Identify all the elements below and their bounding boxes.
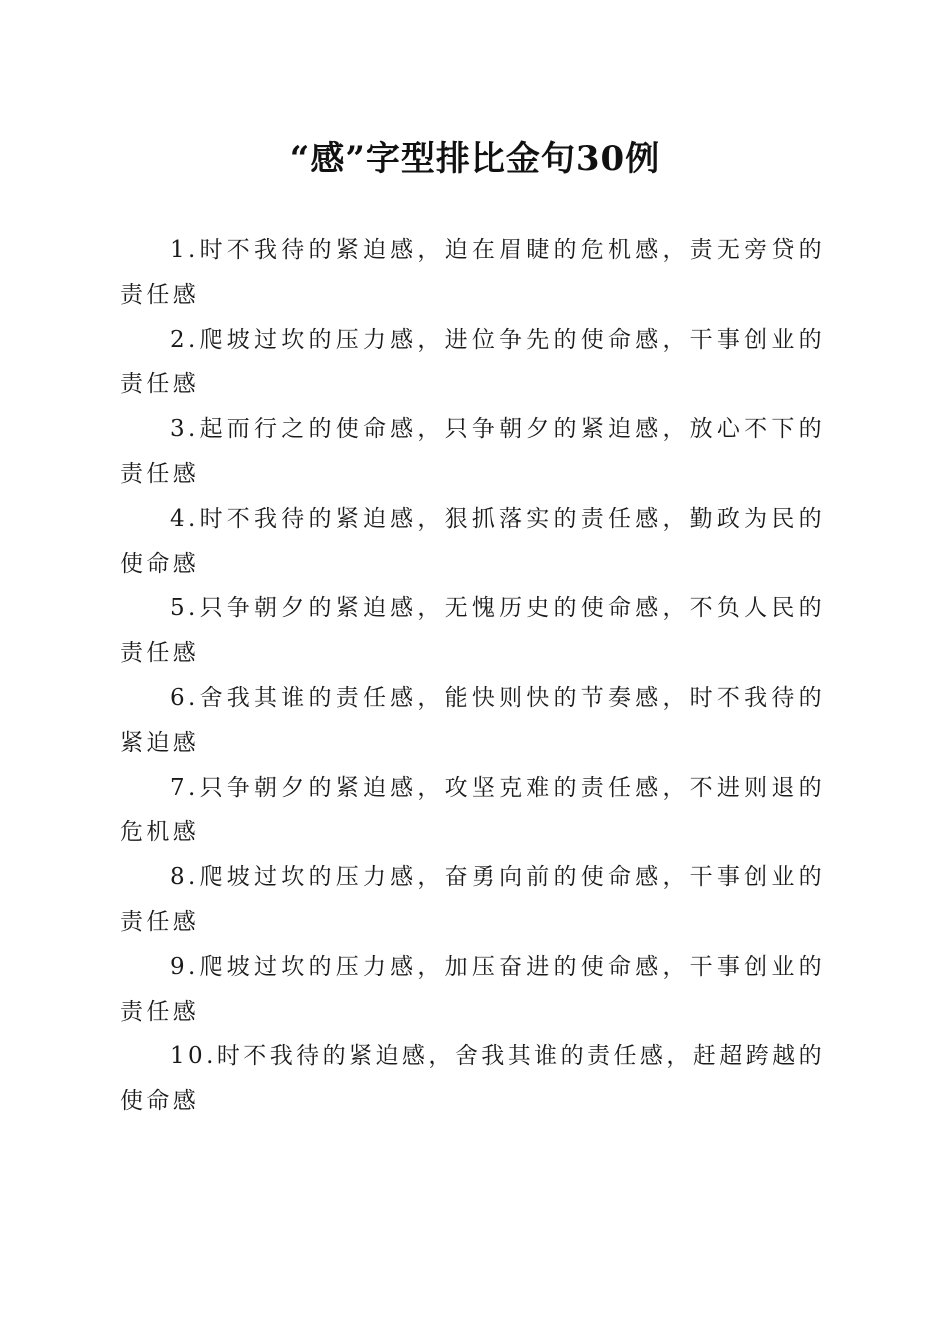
list-item: 6.舍我其谁的责任感，能快则快的节奏感，时不我待的紧迫感 — [120, 684, 825, 756]
document-body — [120, 228, 825, 1124]
list-item: 9.爬坡过坎的压力感，加压奋进的使命感，干事创业的责任感 — [120, 953, 825, 1025]
list-item: 1.时不我待的紧迫感，迫在眉睫的危机感，责无旁贷的责任感 — [120, 237, 825, 308]
document-title: “感”字型排比金句30例 — [289, 139, 661, 179]
list-item: 7.只争朝夕的紧迫感，攻坚克难的责任感，不进则退的危机感 — [120, 774, 825, 846]
list-item: 5.只争朝夕的紧迫感，无愧历史的使命感，不负人民的责任感 — [120, 595, 825, 667]
list-item: 10.时不我待的紧迫感，舍我其谁的责任感，赶超跨越的使命感 — [120, 1043, 825, 1115]
list-item: 8.爬坡过坎的压力感，奋勇向前的使命感，干事创业的责任感 — [120, 864, 825, 935]
list-item: 2.爬坡过坎的压力感，进位争先的使命感，干事创业的责任感 — [120, 326, 825, 398]
list-item: 4.时不我待的紧迫感，狠抓落实的责任感，勤政为民的使命感 — [120, 505, 825, 577]
list-item: 3.起而行之的使命感，只争朝夕的紧迫感，放心不下的责任感 — [120, 416, 825, 487]
